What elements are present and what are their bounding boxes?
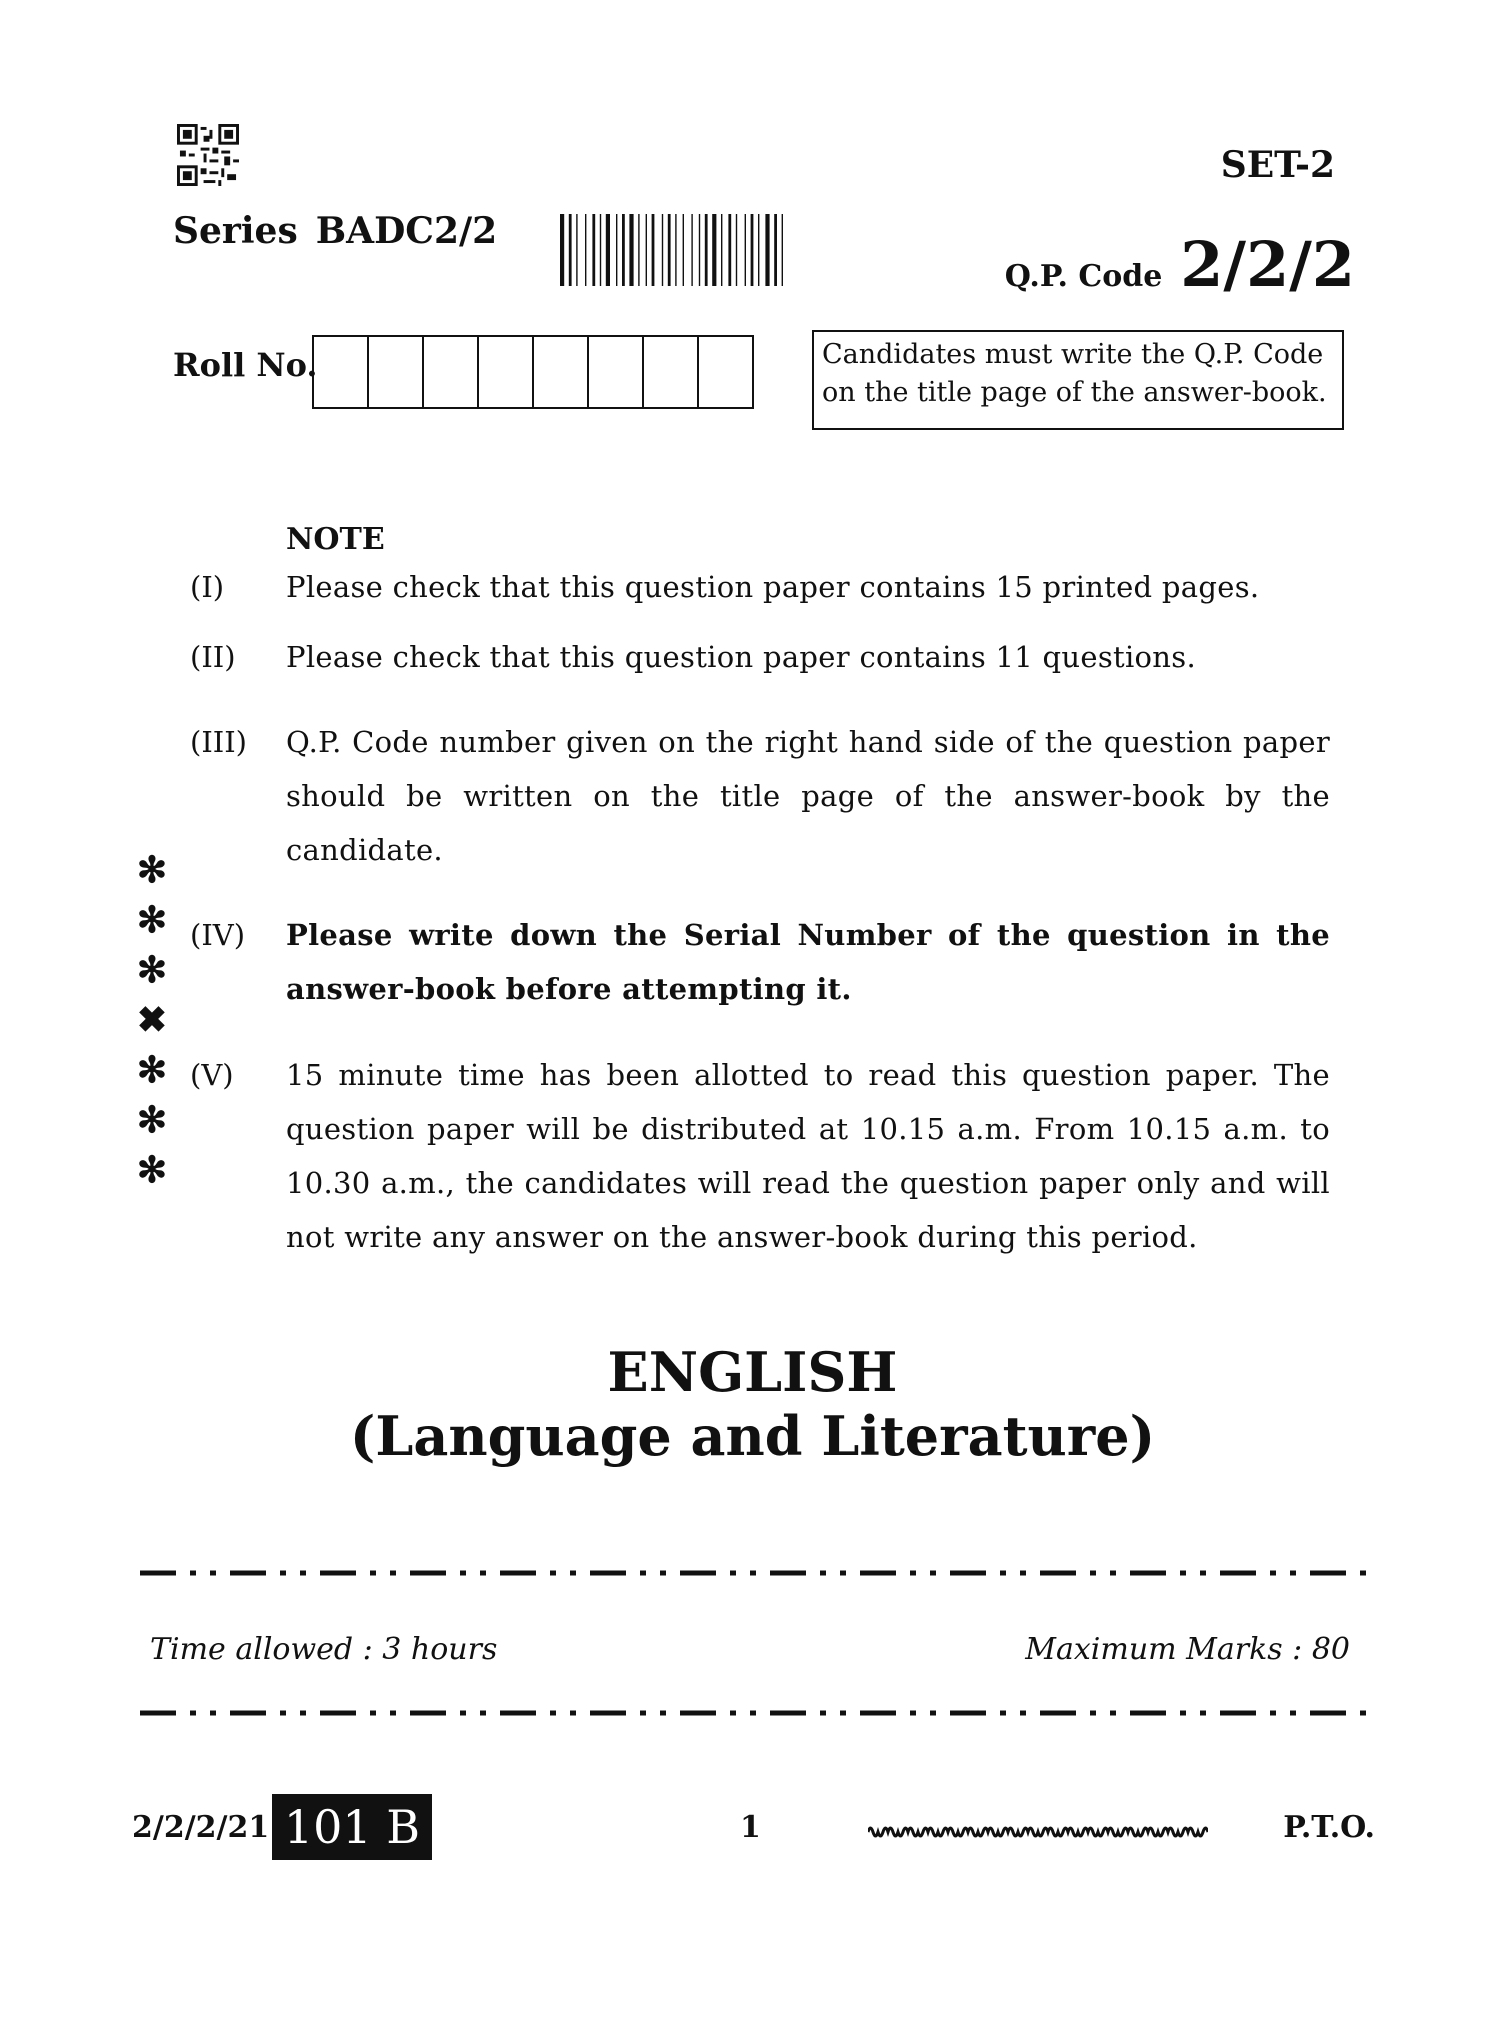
series-label: Series [173, 210, 298, 252]
roll-number-box[interactable] [644, 337, 699, 407]
roll-number-box[interactable] [479, 337, 534, 407]
side-security-marks [132, 845, 172, 1195]
set-label: SET-2 [1220, 144, 1335, 186]
asterisk-icon: ✻ [136, 899, 168, 941]
dash-dot-divider [140, 1570, 1380, 1576]
qr-code-icon [177, 124, 239, 186]
footer-paper-code: 2/2/2/21 [132, 1810, 270, 1845]
note-item-number: (IV) [190, 918, 246, 952]
asterisk-icon: ✻ [136, 1149, 168, 1191]
qp-code-value: 2/2/2 [1180, 228, 1355, 301]
note-item [190, 908, 1330, 1016]
qp-code-notice: Candidates must write the Q.P. Code on the title page of the answer-book. [812, 330, 1344, 430]
roll-number-box[interactable] [534, 337, 589, 407]
footer-code-box: 101 B [272, 1794, 432, 1860]
exam-info-row [150, 1632, 1350, 1667]
note-item-text: Please check that this question paper contains 15 printed pages. [286, 570, 1260, 604]
roll-number-box[interactable] [424, 337, 479, 407]
asterisk-icon: ✻ [136, 849, 168, 891]
wavy-line-icon [868, 1820, 1208, 1844]
roll-number-label: Roll No. [173, 346, 318, 384]
note-item-number: (I) [190, 570, 225, 604]
dash-dot-divider [140, 1710, 1380, 1716]
roll-number-boxes [312, 335, 754, 409]
note-item-text: 15 minute time has been allotted to read this question paper. The question paper will be distributed at 10.15 a.m. From 10.15 a.m. to 10.30 a.m., the candidates will read the question paper only and will not write any answer on the answer-book during this period. [286, 1058, 1330, 1254]
note-item [190, 715, 1330, 877]
maximum-marks: Maximum Marks : 80 [1025, 1632, 1350, 1667]
roll-number-box[interactable] [314, 337, 369, 407]
asterisk-icon: ✻ [136, 1099, 168, 1141]
subject-line-1: ENGLISH [607, 1340, 898, 1404]
asterisk-icon: ✻ [136, 949, 168, 991]
please-turn-over: P.T.O. [1283, 1810, 1375, 1845]
note-item-number: (II) [190, 640, 236, 674]
roll-number-box[interactable] [699, 337, 752, 407]
note-item-number: (III) [190, 725, 247, 759]
roll-number-box[interactable] [589, 337, 644, 407]
barcode-icon [560, 214, 880, 286]
asterisk-icon: ✻ [136, 1049, 168, 1091]
cross-icon: ✖ [136, 999, 168, 1041]
note-item-text: Please write down the Serial Number of the question in the answer-book before attempting it. [286, 918, 1330, 1006]
note-item-number: (V) [190, 1058, 234, 1092]
subject-line-2: (Language and Literature) [349, 1404, 1156, 1468]
note-title: NOTE [286, 522, 385, 557]
time-allowed: Time allowed : 3 hours [150, 1632, 498, 1667]
page-number: 1 [740, 1810, 761, 1845]
series-line [173, 210, 497, 252]
roll-number-box[interactable] [369, 337, 424, 407]
note-item [190, 630, 1330, 684]
subject-title [0, 1340, 1505, 1468]
note-item-text: Q.P. Code number given on the right hand side of the question paper should be written on the title page of the answer-book by the candidate. [286, 725, 1330, 867]
note-item [190, 1048, 1330, 1264]
note-item-text: Please check that this question paper contains 11 questions. [286, 640, 1196, 674]
note-item [190, 560, 1330, 614]
qp-code-label: Q.P. Code [1004, 259, 1163, 294]
qp-code [1005, 228, 1355, 301]
series-value: BADC2/2 [315, 210, 498, 252]
